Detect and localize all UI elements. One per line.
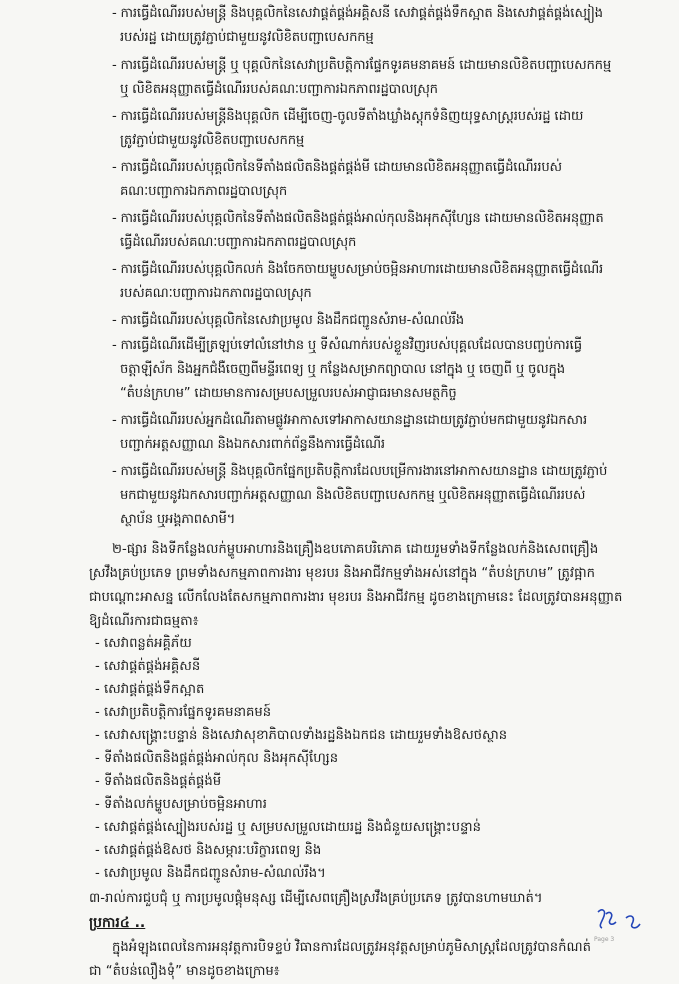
signature-initials <box>592 904 652 934</box>
paragraph-line: ៣-រាល់ការជួបជុំ ឬ ការប្រមូលផ្តុំមនុស្ស ដើម្បីសេពគ្រឿងស្រវឹងគ្រប់ប្រភេទ ត្រូវបានហាមឃាត់។ <box>89 891 543 906</box>
list-item: - ទីតាំងផលិតនិងផ្គត់ផ្គង់អាល់កុល និងអុកស៊ីហ្សែន <box>95 751 339 766</box>
bullet-line: - ការធ្វើដំណើររបស់មន្ត្រី ឬ បុគ្គលិកនៃសេវាប្រតិបត្តិការផ្ទែកទូរគមនាគមន៍ ដោយមានលិខិតបញ្ជាបេសកកម្ម <box>112 58 612 73</box>
list-item: - សេវាសង្គ្រោះបន្ទាន់ និងសេវាសុខាភិបាលទាំងរដ្ឋនិងឯកជន ដោយរួមទាំងឱសថស្ថាន <box>95 728 508 743</box>
bullet-line: គណៈបញ្ជាការឯកភាពរដ្ឋបាលស្រុក <box>120 184 288 199</box>
bullet-line: ស្ថាប័ន ឬអង្គភាពសាមី។ <box>120 512 236 527</box>
paragraph-line: ស្រវឹងគ្រប់ប្រភេទ ព្រមទាំងសកម្មភាពការងារ មុខរបរ និងអាជីវកម្មទាំងអស់នៅក្នុង “តំបន់ក្រហម” ត្រូវផ្អាក <box>89 566 596 581</box>
bullet-line: - ការធ្វើដំណើររបស់បុគ្គលិកនៃសេវាប្រមូល និងដឹកជញ្ជូនសំរាម-សំណល់រឹង <box>112 313 464 328</box>
list-item: - សេវាផ្គត់ផ្គង់ឱសថ និងសម្ភារៈបរិក្ខារពេទ្យ និង <box>95 843 322 858</box>
list-item: - សេវាពន្លត់អគ្គិភ័យ <box>95 636 192 651</box>
list-item: - សេវាប្រតិបត្តិការផ្នែកទូរគមនាគមន៍ <box>95 705 272 720</box>
bullet-line: មកជាមួយនូវឯកសារបញ្ជាក់អត្តសញ្ញាណ និងលិខិតបញ្ជាបេសកកម្ម ឬលិខិតអនុញ្ញាតធ្វើដំណើររបស់ <box>120 488 586 503</box>
list-item: - សេវាផ្គត់ផ្គង់អគ្គិសនី <box>95 659 201 674</box>
bullet-line: - ការធ្វើដំណើរដើម្បីត្រឡប់ទៅលំនៅឋាន ឬ ទីសំណាក់របស់ខ្លួនវិញរបស់បុគ្គលដែលបានបញ្ចប់ការធ្វើ <box>112 338 582 353</box>
paragraph-line: ក្នុងអំឡុងពេលនៃការអនុវត្តការបិទខ្ទប់ វិធានការដែលត្រូវអនុវត្តសម្រាប់ភូមិសាស្ត្រដែលត្រូវបានកំណត់ <box>112 940 592 955</box>
paragraph-line: ជា “តំបន់លឿងទុំ” មានដូចខាងក្រោម៖ <box>89 964 280 979</box>
paragraph-line: ជាបណ្តោះអាសន្ន លើកលែងតែសកម្មភាពការងារ មុខរបរ និងអាជីវកម្ម ដូចខាងក្រោមនេះ ដែលត្រូវបានអនុញ្ញាត <box>89 590 623 605</box>
list-item: - សេវាផ្គត់ផ្គង់ស្បៀងរបស់រដ្ឋ ឬ សម្របសម្រួលដោយរដ្ឋ និងជំនួយសង្គ្រោះបន្ទាន់ <box>95 820 481 835</box>
bullet-line: បញ្ជាក់អត្តសញ្ញាណ និងឯកសារពាក់ព័ន្ធនឹងការធ្វើដំណើរ <box>120 437 385 452</box>
bullet-line: ឬ លិខិតអនុញ្ញាតធ្វើដំណើររបស់គណៈបញ្ជាការឯកភាពរដ្ឋបាលស្រុក <box>120 82 438 97</box>
paragraph-line: ឱ្យដំណើរការជាធម្មតា៖ <box>89 614 199 629</box>
list-item: - សេវាផ្គត់ផ្គង់ទឹកស្អាត <box>95 682 205 697</box>
list-item: - ទីតាំងផលិតនិងផ្គត់ផ្គង់មី <box>95 774 222 789</box>
bullet-line: - ការធ្វើដំណើររបស់មន្ត្រីនិងបុគ្គលិក ដើម្បីចេញ-ចូលទីតាំងឃ្លាំងស្តុកទំនិញយុទ្ធសាស្ត្ររបស់រដ្ឋ ដោយ <box>112 109 584 124</box>
list-item: - ទីតាំងលក់ម្ហូបសម្រាប់ចម្អិនអាហារ <box>95 797 267 812</box>
bullet-line: ធ្វើដំណើររបស់គណៈបញ្ជាការឯកភាពរដ្ឋបាលស្រុក <box>120 235 357 250</box>
bullet-line: “តំបន់ក្រហម” ដោយមានការសម្របសម្រួលរបស់អាជ្ញាធរមានសមត្ថកិច្ច <box>120 386 457 401</box>
list-item: - សេវាប្រមូល និងដឹកជញ្ជូនសំរាម-សំណល់រឹង។ <box>95 866 326 881</box>
bullet-line: - ការធ្វើដំណើររបស់បុគ្គលិកនៃទីតាំងផលិតនិងផ្គត់ផ្គង់មី ដោយមានលិខិតអនុញ្ញាតធ្វើដំណើររបស់ <box>112 160 562 175</box>
paragraph-line: ២-ផ្សារ និងទីកន្លែងលក់ម្ហូបអាហារនិងគ្រឿងឧបភោគបរិភោគ ដោយរួមទាំងទីកន្លែងលក់និងសេពគ្រឿង <box>112 542 599 557</box>
bullet-line: - ការធ្វើដំណើររបស់អ្នកដំណើរតាមផ្លូវអាកាសទៅអាកាសយានដ្ឋានដោយត្រូវភ្ជាប់មកជាមួយនូវឯកសារ <box>112 413 587 428</box>
page-number: Page 3 <box>594 936 615 943</box>
bullet-line: - ការធ្វើដំណើររបស់បុគ្គលិកលក់ និងចែកចាយម្ហូបសម្រាប់ចម្អិនអាហារដោយមានលិខិតអនុញ្ញាតធ្វើដំណើរ <box>112 262 604 277</box>
bullet-line: របស់គណៈបញ្ជាការឯកភាពរដ្ឋបាលស្រុក <box>120 286 312 301</box>
bullet-line: ចត្តាឡីស័ក និងអ្នកជំងឺចេញពីមន្ទីរពេទ្យ ឬ កន្លែងសម្រាកព្យាបាល នៅក្នុង ឬ ចេញពី ឬ ចូលក្នុង <box>120 362 565 377</box>
bullet-line: - ការធ្វើដំណើររបស់មន្ត្រី និងបុគ្គលិកផ្នែកប្រតិបត្តិការដែលបម្រើការងារនៅអាកាសយានដ្ឋាន ដោយត្រូវភ្ជាប់ <box>112 464 608 479</box>
bullet-line: ត្រូវភ្ជាប់ជាមួយនូវលិខិតបញ្ជាបេសកកម្ម <box>120 133 305 148</box>
bullet-line: របស់រដ្ឋ ដោយត្រូវភ្ជាប់ជាមួយនូវលិខិតបញ្ជាបេសកកម្ម <box>120 30 374 45</box>
article-heading: ប្រការ៤ .. <box>89 915 146 931</box>
bullet-line: - ការធ្វើដំណើររបស់បុគ្គលិកនៃទីតាំងផលិតនិងផ្គត់ផ្គង់អាល់កុលនិងអុកស៊ីហ្សែន ដោយមានលិខិតអនុញ្ញាត <box>112 211 604 226</box>
bullet-line: - ការធ្វើដំណើររបស់មន្ត្រី និងបុគ្គលិកនៃសេវាផ្គត់ផ្គង់អគ្គិសនី សេវាផ្គត់ផ្គង់ទឹកស្អាត និងសេវាផ្គត់ផ្គង់ស្បៀង <box>112 6 603 21</box>
